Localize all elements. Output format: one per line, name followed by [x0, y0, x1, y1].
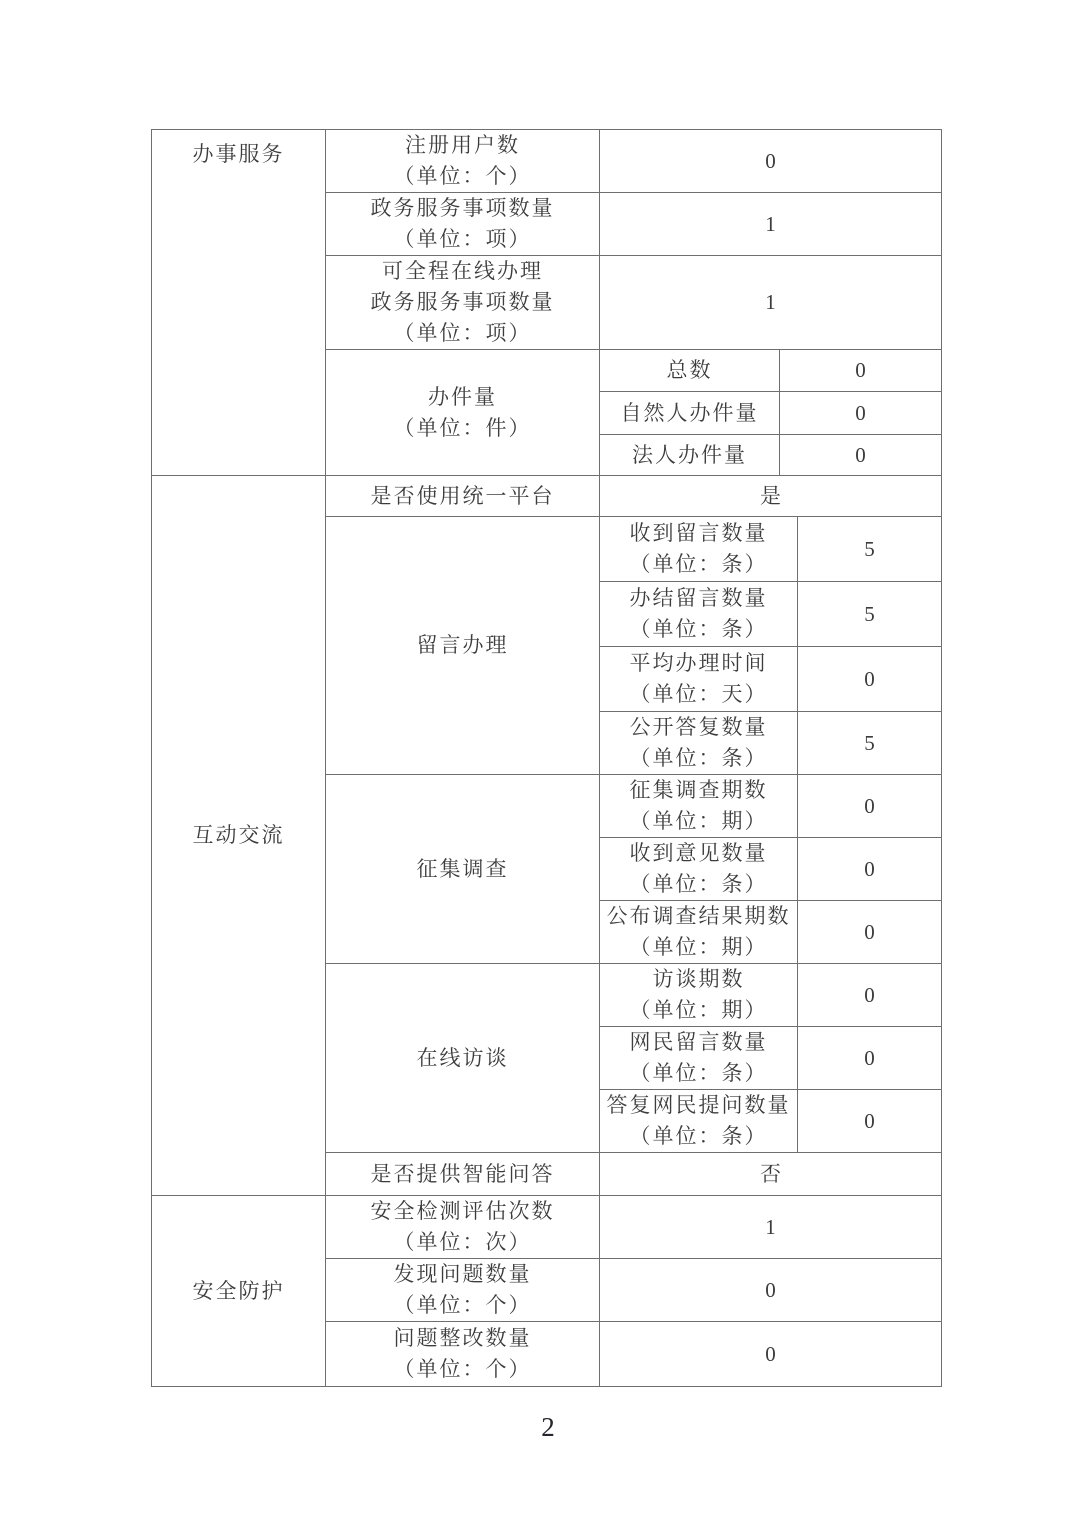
- submetric-label: 自然人办件量: [620, 400, 759, 425]
- group-unit: （单位：件）: [393, 415, 532, 440]
- submetric-label: 访谈期数: [652, 967, 745, 991]
- value-cell: 0: [600, 130, 942, 193]
- submetric-cell: [600, 582, 798, 647]
- metric-cell: [326, 1322, 600, 1387]
- metric-label: 可全程在线办理: [382, 259, 543, 283]
- metric-unit: （单位：个）: [393, 1357, 532, 1381]
- submetric-unit: （单位：期）: [629, 935, 768, 959]
- submetric-cell: [600, 1027, 798, 1090]
- group-cell-message-handling: [326, 517, 600, 775]
- submetric-label: 网民留言数量: [629, 1030, 768, 1054]
- submetric-cell: [600, 517, 798, 582]
- submetric-unit: （单位：条）: [629, 872, 768, 896]
- value-cell: 0: [600, 1259, 942, 1322]
- submetric-unit: （单位：条）: [629, 1124, 768, 1148]
- value-cell: 0: [798, 775, 942, 838]
- submetric-unit: （单位：期）: [629, 809, 768, 833]
- submetric-cell: [600, 647, 798, 712]
- metric-label: 注册用户数: [405, 133, 520, 157]
- value-cell: 否: [600, 1153, 942, 1196]
- metric-label-line2: 政务服务事项数量: [370, 290, 555, 314]
- submetric-label: 总数: [666, 358, 713, 382]
- page-number: 2: [541, 1412, 555, 1442]
- submetric-label: 办结留言数量: [629, 586, 768, 610]
- submetric-cell: [600, 901, 798, 964]
- group-cell-online-interview: [326, 964, 600, 1153]
- value-cell: 5: [798, 517, 942, 582]
- value-cell: 0: [600, 1322, 942, 1387]
- section-office-services: [152, 130, 326, 476]
- metric-unit: （单位：次）: [393, 1230, 532, 1254]
- group-cell-case-volume: [326, 350, 600, 476]
- submetric-unit: （单位：条）: [629, 746, 768, 770]
- metric-label: 政务服务事项数量: [370, 196, 555, 220]
- metric-unit: （单位：个）: [393, 1293, 532, 1317]
- value-cell: 0: [798, 647, 942, 712]
- section-label: 办事服务: [192, 142, 285, 166]
- submetric-label: 收到留言数量: [629, 521, 768, 545]
- value-cell: 0: [798, 1090, 942, 1153]
- value-cell: 0: [798, 1027, 942, 1090]
- submetric-cell: [600, 775, 798, 838]
- submetric-label: 答复网民提问数量: [606, 1093, 791, 1117]
- section-interaction: [152, 476, 326, 1196]
- value-cell: 5: [798, 582, 942, 647]
- section-label: 互动交流: [192, 823, 285, 847]
- submetric-cell: [600, 435, 780, 476]
- metric-cell: [326, 256, 600, 350]
- submetric-cell: [600, 1090, 798, 1153]
- group-label: 在线访谈: [416, 1045, 509, 1070]
- value-cell: 1: [600, 256, 942, 350]
- metric-cell: [326, 1259, 600, 1322]
- value-cell: 是: [600, 476, 942, 517]
- metric-unit: （单位：项）: [393, 227, 532, 251]
- submetric-label: 公开答复数量: [629, 715, 768, 739]
- submetric-cell: [600, 964, 798, 1027]
- submetric-unit: （单位：期）: [629, 998, 768, 1022]
- group-label: 办件量: [428, 384, 497, 409]
- section-label: 安全防护: [192, 1278, 285, 1303]
- group-label: 征集调查: [416, 856, 509, 881]
- metric-label: 是否提供智能问答: [370, 1161, 555, 1186]
- submetric-label: 法人办件量: [632, 442, 747, 467]
- value-cell: 0: [798, 838, 942, 901]
- metric-cell: [326, 193, 600, 256]
- submetric-label: 征集调查期数: [629, 778, 768, 802]
- submetric-cell: [600, 350, 780, 392]
- submetric-label: 平均办理时间: [629, 651, 768, 675]
- group-cell-survey: [326, 775, 600, 964]
- metric-unit: （单位：项）: [393, 321, 532, 345]
- submetric-unit: （单位：天）: [629, 682, 768, 706]
- submetric-unit: （单位：条）: [629, 617, 768, 641]
- value-cell: 0: [780, 350, 942, 392]
- metric-label: 发现问题数量: [393, 1262, 532, 1286]
- report-table: [151, 129, 942, 1387]
- submetric-label: 公布调查结果期数: [606, 904, 791, 928]
- value-cell: 0: [780, 392, 942, 435]
- submetric-unit: （单位：条）: [629, 1061, 768, 1085]
- metric-label: 安全检测评估次数: [370, 1199, 555, 1223]
- metric-cell: [326, 1153, 600, 1196]
- submetric-cell: [600, 392, 780, 435]
- submetric-cell: [600, 712, 798, 775]
- metric-label: 是否使用统一平台: [370, 483, 555, 508]
- value-cell: 0: [798, 901, 942, 964]
- submetric-cell: [600, 838, 798, 901]
- value-cell: 5: [798, 712, 942, 775]
- metric-cell: [326, 1196, 600, 1259]
- metric-cell: [326, 476, 600, 517]
- submetric-label: 收到意见数量: [629, 841, 768, 865]
- metric-unit: （单位：个）: [393, 164, 532, 188]
- value-cell: 0: [780, 435, 942, 476]
- group-label: 留言办理: [416, 633, 509, 657]
- value-cell: 0: [798, 964, 942, 1027]
- metric-label: 问题整改数量: [393, 1326, 532, 1350]
- metric-cell: [326, 130, 600, 193]
- submetric-unit: （单位：条）: [629, 552, 768, 576]
- section-security-protection: [152, 1196, 326, 1387]
- value-cell: 1: [600, 193, 942, 256]
- value-cell: 1: [600, 1196, 942, 1259]
